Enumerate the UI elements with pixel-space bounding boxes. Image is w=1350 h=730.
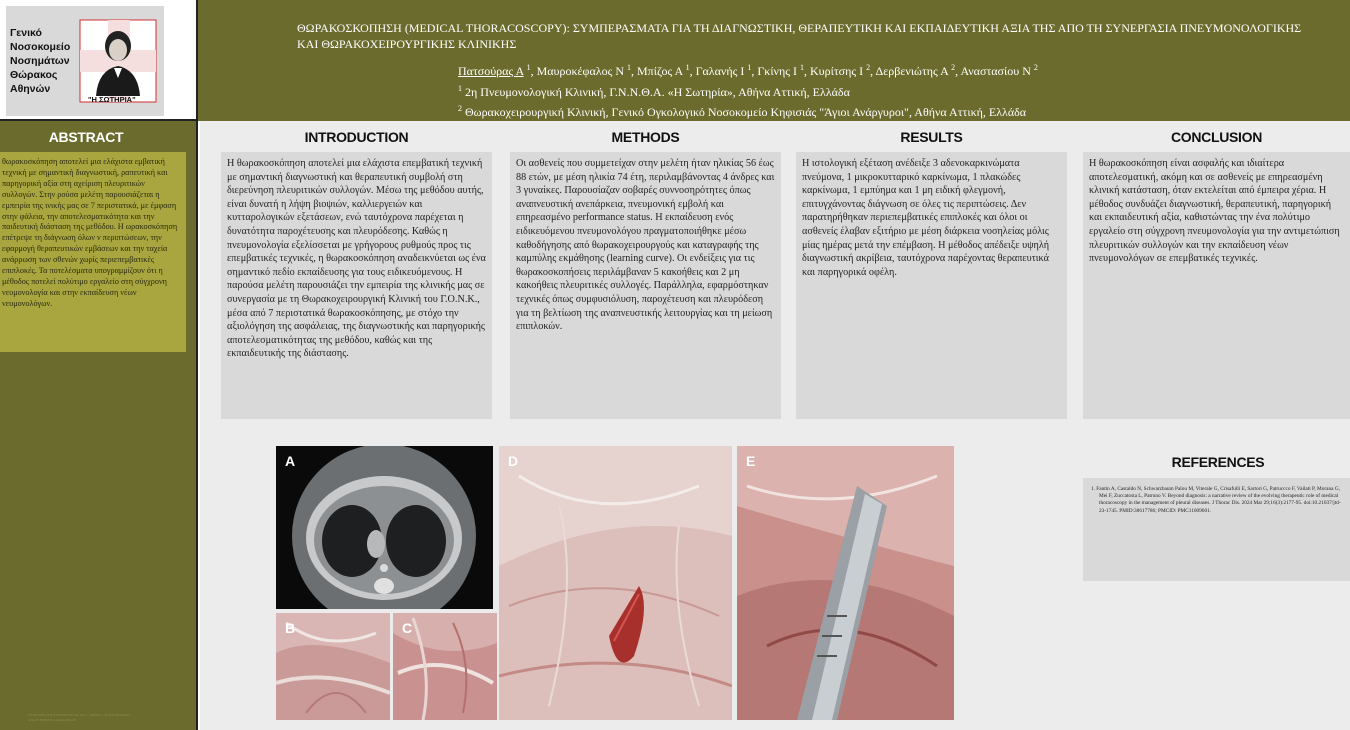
- logo-line: Γενικό: [10, 27, 42, 39]
- figure-label: B: [285, 620, 296, 636]
- author-name: Δερβενιώτης Α: [875, 64, 949, 78]
- author-name: Μαυροκέφαλος Ν: [536, 64, 624, 78]
- abstract-box: [0, 152, 186, 352]
- methods-heading: METHODS: [611, 129, 680, 145]
- references-box: [1083, 478, 1350, 581]
- hospital-name: [10, 26, 70, 96]
- author-name: Αναστασίου Ν: [960, 64, 1031, 78]
- logo-caption: "Η ΣΩΤΗΡΙΑ": [88, 95, 136, 104]
- abstract-footer-note: ΣΥΝΕΔΡΙΟ ΠΝΕΥΜΟΝΟΛΟΓΙΑΣ 2024 · ΑΘΗΝΑ · ΗΛΕΚΤΡΟΝΙΚΗ ΑΝΑΡΤΗΜΕΝΗ ΑΝΑΚΟΙΝΩΣΗ: [28, 713, 130, 722]
- affiliation-mark: 2: [458, 104, 462, 113]
- figure-label: C: [402, 620, 413, 636]
- author-name: Γκίνης Ι: [757, 64, 798, 78]
- affiliation-2: [458, 104, 1026, 120]
- introduction-text: Η θωρακοσκόπηση αποτελεί μια ελάχιστα επεμβατική τεχνική με σημαντική διαγνωστική και θεραπευτική συμβολή στη διερεύνηση πλευριτικών συλλογών. Μέσω της μεθόδου αυτής, είναι δυνατή η λήψη βιοψιών, καλλιεργειών και κυτταρολογικών εξετάσεων, ενώ ταυτόχρονα παρέχεται η δυνατότητα παροχέτευσης και πλευρόδεσης. Καθώς η πνευμονολογία εξελίσσεται με γρήγορους ρυθμούς προς τις επεμβατικές τεχνικές, η θωρακοσκόπηση αναδεικνύεται ως ένα σημαντικό πεδίο εκπαίδευσης για τους ειδικευόμενους. Η παρούσα μελέτη παρουσιάζει την εμπειρία της κλινικής μας σε συνεργασία με τη Θωρακοχειρουργική Κλινική του Γ.Ο.Ν.Κ., μέσα από 7 περιστατικά θωρακοσκόπησης, με στόχο την αξιολόγηση της ασφάλειας, της διαγνωστικής και παρηγορικής αποτελεσματικότητας της μεθόδου, καθώς και της εκπαιδευτικής της διάστασης.: [227, 158, 486, 360]
- references-section: [200, 121, 1350, 730]
- results-text: Η ιστολογική εξέταση ανέδειξε 3 αδενοκαρκινώματα πνεύμονα, 1 μικροκυτταρικό καρκίνωμα, 1 πλακώδες καρκίνωμα, 1 εμπύημα και 1 μη ειδική φλεγμονή, επιτυγχάνοντας διάγνωση σε όλες τις περιπτώσεις. Δεν παρατηρήθηκαν περιεπεμβατικές επιπλοκές και όλοι οι ασθενείς έλαβαν εξιτήριο με μέση διάρκεια νοσηλείας μόλις μίας ημέρας μετά την επέμβαση. Η μέθοδος απέδειξε υψηλή διαγνωστική ακρίβεια, ταυτόχρονα παρέχοντας θεραπευτικά και παρηγορικά οφέλη.: [802, 158, 1050, 278]
- logo-line: Θώρακος: [10, 69, 58, 81]
- author-affiliation-mark: 2: [1033, 63, 1038, 72]
- affiliation-1: [458, 84, 850, 100]
- methods-text: Οι ασθενείς που συμμετείχαν στην μελέτη ήταν ηλικίας 56 έως 88 ετών, με μέση ηλικία 74 έτη, περιλαμβάνοντας 4 άνδρες και 3 γυναίκες. Παρουσίαζαν σοβαρές συννοσηρότητες όπως αναπνευστική ανεπάρκεια, πνευμονική εμβολή και επηρεασμένο performance status. Η εκπαίδευση ενός ειδικευόμενου πνευμονολόγου πραγματοποιήθηκε μέσω καθοδήγησης από θωρακοχειρουργούς και καταγραφής της καμπύλης εκμάθησης (learning curve). Οι ενδείξεις για τις θωρακοσκοπήσεις περιλάμβαναν 5 κακοήθεις και 2 μη κακοήθεις πλευριτικές συλλογές. Παράλληλα, εφαρμόστηκαν τεχνικές όπως συμφυσιόλυση, παροχέτευση και πλευρόδεση για τη βελτίωση της αναπνευστικής λειτουργίας και τη μείωση επιπλοκών.: [516, 158, 775, 333]
- figure-label: A: [285, 453, 296, 469]
- results-heading: RESULTS: [900, 129, 963, 145]
- logo-line: Νοσημάτων: [10, 55, 70, 67]
- author-name: Κυρίτσης Ι: [810, 64, 864, 78]
- author-list: Πατσούρας Α $^1$, Μαυροκέφαλος Ν $^1$, Μπίζος Α $^1$, Γαλανής Ι $^1$, Γκίνης Ι $^1$, Κυρίτσης Ι $^2$, Δερβενιώτης Α $^2$, Αναστασίου Ν $^2$: [458, 63, 1038, 78]
- introduction-heading: INTRODUCTION: [304, 129, 409, 145]
- poster-title: ΘΩΡΑΚΟΣΚΟΠΗΣΗ (MEDICAL THORACOSCOPY): ΣΥΜΠΕΡΑΣΜΑΤΑ ΓΙΑ ΤΗ ΔΙΑΓΝΩΣΤΙΚΗ, ΘΕΡΑΠΕΥΤΙΚΗ ΚΑΙ ΕΚΠΑΙΔΕΥΤΙΚΗ ΑΞΙΑ ΤΗΣ ΑΠΟ ΤΗ ΣΥΝΕΡΓΑΣΙΑ ΠΝΕΥΜΟΝΟΛΟΓΙΚΗΣ ΚΑΙ ΘΩΡΑΚΟΧΕΙΡΟΥΡΓΙΚΗΣ ΚΛΙΝΙΚΗΣ: [297, 21, 1302, 51]
- affiliation-text: Θωρακοχειρουργική Κλινική, Γενικό Ογκολογικό Νοσοκομείο Κηφισιάς "Άγιοι Ανάργυροι", Αθήνα Αττική, Ελλάδα: [465, 105, 1027, 119]
- logo-line: Αθηνών: [10, 83, 51, 95]
- author-affiliation-mark: 2: [866, 63, 871, 72]
- reference-item: 1. Fantin A, Castaldo N, Schwarzbaum Palou M, Viterale G, Crisafulli E, Sartori G, Patruccco F, Vailati P, Morana G, Mei F, Zuccatosta L, Patruno V. Beyond diagnosis: a narrative review of the evolving therapeutic role of medical thoracoscopy in the management of pleural diseases. J Thorac Dis. 2024 Mar 29;16(3):2177-95. doi:10.21037/jtd-23-1745. PMID:38617786; PMCID: PMC11009601.: [1091, 486, 1341, 514]
- author-affiliation-mark: 1: [800, 63, 805, 72]
- abstract-column: [0, 121, 198, 730]
- author-affiliation-mark: 1: [685, 63, 690, 72]
- author-affiliation-mark: 2: [951, 63, 956, 72]
- author-name: Γαλανής Ι: [695, 64, 745, 78]
- author-affiliation-mark: 1: [526, 63, 531, 72]
- references-heading: REFERENCES: [1171, 454, 1265, 470]
- poster-header: [0, 0, 1350, 121]
- author-affiliation-mark: 1: [747, 63, 752, 72]
- affiliation-mark: 1: [458, 84, 462, 93]
- affiliation-text: 2η Πνευμονολογική Κλινική, Γ.Ν.Ν.Θ.Α. «Η Σωτηρία», Αθήνα Αττική, Ελλάδα: [465, 85, 850, 99]
- figure-label: E: [746, 453, 756, 469]
- author-name: Πατσούρας Α: [458, 64, 524, 78]
- conclusion-heading: CONCLUSION: [1170, 129, 1263, 145]
- author-name: Μπίζος Α: [636, 64, 683, 78]
- abstract-heading: ABSTRACT: [48, 129, 124, 145]
- conclusion-text: Η θωρακοσκόπηση είναι ασφαλής και ιδιαίτερα αποτελεσματική, ακόμη και σε ασθενείς με επηρεασμένη κλινική κατάσταση, όταν εκτελείται από έμπειρα χέρια. Η μέθοδος συνδυάζει διαγνωστική, θεραπευτική, παρηγορική και εκπαιδευτική αξία, καθιστώντας την ένα πολύτιμο εργαλείο στη σύγχρονη πνευμονολογία για την αντιμετώπιση πλευριτικών συλλογών και την εκπαίδευση νέων πνευμονολόγων σε επεμβατικές τεχνικές.: [1089, 158, 1340, 265]
- abstract-text: θωρακοσκόπηση αποτελεί μια ελάχιστα εμβατική τεχνική με σημαντική διαγνωστική, ραπευτική και παρηγορική αξία στη αχείριση πλευριτικών συλλογών. Στην ρούσα μελέτη παρουσιάζεται η εμπειρία της ινικής μας σε 7 περιστατικά, με έμφαση στην φάλεια, την αποτελεσματικότητα και την παιδευτική διάσταση της μεθόδου. Η ωρακοσκόπηση επέτρεψε τη διάγνωση όλων ν περιπτώσεων, την εφαρμογή θεραπευτικών εμβάσεων και την ταχεία ανάρρωση των σθενών χωρίς περιεπεμβατικές επιπλοκές. Τα ποτελέσματα υπογραμμίζουν ότι η μέθοδος ποτελεί πολύτιμο εργαλείο στη σύγχρονη νευμονολογία και στην εκπαίδευση νέων νευμονολόγων.: [2, 157, 178, 308]
- figure-label: D: [508, 453, 519, 469]
- logo-line: Νοσοκομείο: [10, 41, 71, 53]
- author-affiliation-mark: 1: [626, 63, 631, 72]
- hospital-logo: [0, 0, 198, 121]
